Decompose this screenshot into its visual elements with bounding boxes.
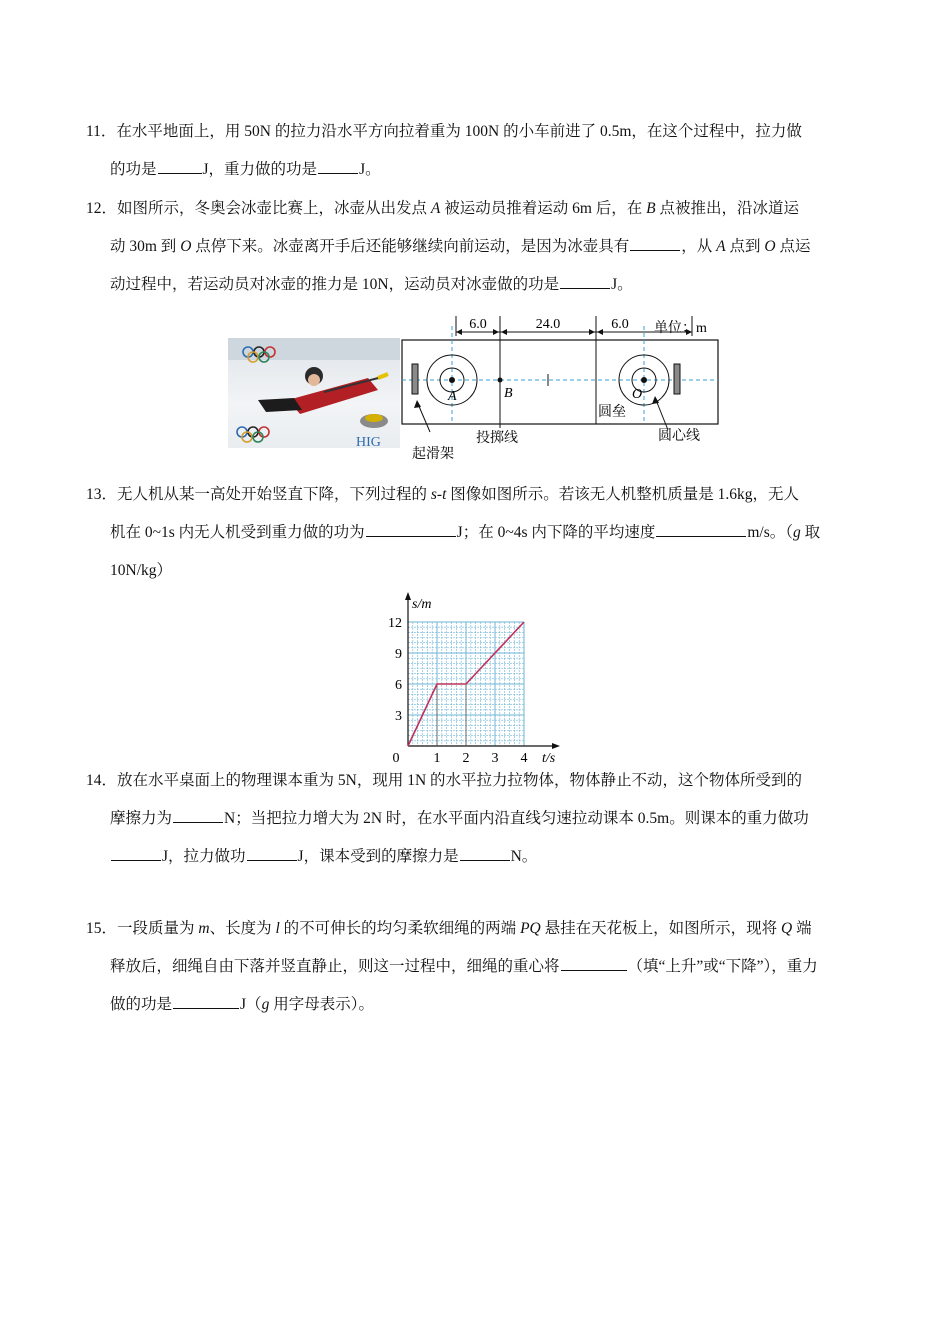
x-tick-label: 1 <box>433 751 441 762</box>
question-14 <box>86 762 866 876</box>
q13-line2: 机在 0~1s 内无人机受到重力做的功为 J；在 0~4s 内下降的平均速度 m/s。（g 取 <box>86 514 866 552</box>
x-tick-label: 0 <box>392 751 400 762</box>
dim-label-3: 6.0 <box>611 317 629 332</box>
answer-blank[interactable] <box>247 844 297 861</box>
y-tick-label: 3 <box>395 709 402 724</box>
q14-line3: J，拉力做功 J，课本受到的摩擦力是 N。 <box>86 838 866 876</box>
answer-blank[interactable] <box>173 806 223 823</box>
answer-blank[interactable] <box>656 520 746 537</box>
answer-blank[interactable] <box>318 157 358 174</box>
q15-line3: 做的功是 J（g 用字母表示）。 <box>86 986 866 1024</box>
y-tick-label: 12 <box>388 616 402 631</box>
q13-line3: 10N/kg） <box>110 562 173 579</box>
q12-line3: 动过程中，若运动员对冰壶的推力是 10N，运动员对冰壶做的功是 J。 <box>86 266 866 304</box>
y-tick-label: 6 <box>395 678 402 693</box>
answer-blank[interactable] <box>630 234 680 251</box>
curling-figure <box>228 312 728 470</box>
x-tick-label: 4 <box>520 751 528 762</box>
center-line-label: 圆心线 <box>658 429 700 444</box>
q12-line1: 12．如图所示，冬奥会冰壶比赛上，冰壶从出发点 A 被运动员推着运动 6m 后，在 B 点被推出，沿冰道运 <box>86 200 800 217</box>
answer-blank[interactable] <box>560 272 610 289</box>
q11-line2: 的功是 J，重力做的功是 J。 <box>86 151 866 189</box>
y-tick-label: 9 <box>395 647 402 662</box>
point-b-label: B <box>504 386 513 401</box>
question-13 <box>86 476 866 590</box>
question-11 <box>86 113 866 189</box>
throw-line-label: 投掷线 <box>476 431 518 446</box>
x-tick-label: 2 <box>462 751 470 762</box>
y-axis-label: s/m <box>412 597 432 612</box>
point-o-label: O <box>632 387 643 402</box>
q14-line1: 14．放在水平桌面上的物理课本重为 5N，现用 1N 的水平拉力拉物体，物体静止不动，这个物体所受到的 <box>86 772 803 789</box>
unit-label: 单位：m <box>654 321 707 336</box>
answer-blank[interactable] <box>561 954 627 971</box>
q11-line1: 11．在水平地面上，用 50N 的拉力沿水平方向拉着重为 100N 的小车前进了 0.5m，在这个过程中，拉力做 <box>86 123 802 140</box>
svg-text:HIG: HIG <box>356 435 381 448</box>
answer-blank[interactable] <box>158 157 202 174</box>
q15-line2: 释放后，细绳自由下落并竖直静止，则这一过程中，细绳的重心将 （填“上升”或“下降”），重力 <box>86 948 866 986</box>
answer-blank[interactable] <box>366 520 456 537</box>
answer-blank[interactable] <box>111 844 161 861</box>
x-axis-arrow <box>552 743 560 749</box>
st-chart <box>370 592 570 762</box>
q14-line2: 摩擦力为 N；当把拉力增大为 2N 时，在水平面内沿直线匀速拉动课本 0.5m。则课本的重力做功 <box>86 800 866 838</box>
start-hack-label: 起滑架 <box>412 447 454 462</box>
x-tick-label: 3 <box>491 751 499 762</box>
question-12 <box>86 190 866 304</box>
house-label: 圆垒 <box>598 405 626 420</box>
curling-photo <box>228 338 400 448</box>
answer-blank[interactable] <box>460 844 510 861</box>
q15-line1: 15．一段质量为 m、长度为 l 的不可伸长的均匀柔软细绳的两端 PQ 悬挂在天花板上，如图所示，现将 Q 端 <box>86 920 812 937</box>
dim-label-1: 6.0 <box>469 317 487 332</box>
curling-sheet-diagram <box>400 312 728 470</box>
q13-line1: 13．无人机从某一高处开始竖直下降，下列过程的 s-t 图像如图所示。若该无人机整机质量是 1.6kg，无人 <box>86 486 800 503</box>
q12-line2: 动 30m 到 O 点停下来。冰壶离开手后还能够继续向前运动，是因为冰壶具有 ，从 A 点到 O 点运 <box>86 228 866 266</box>
x-axis-label: t/s <box>542 751 556 762</box>
y-axis-arrow <box>405 592 411 600</box>
answer-blank[interactable] <box>173 992 239 1009</box>
point-a-label: A <box>448 389 457 404</box>
dim-label-2: 24.0 <box>535 317 561 332</box>
question-15 <box>86 910 866 1024</box>
